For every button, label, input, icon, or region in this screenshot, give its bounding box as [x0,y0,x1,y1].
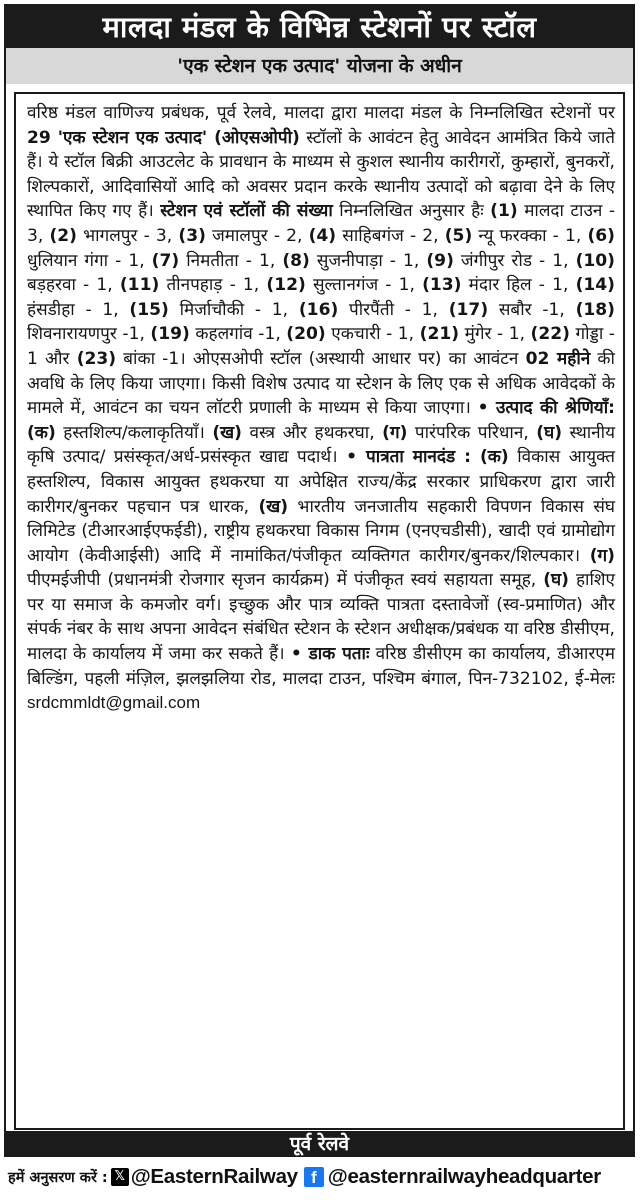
social-follow-bar [4,1158,635,1196]
contact-email[interactable]: srdcmmldt@gmail.com [27,693,201,713]
notice-subtitle: 'एक स्टेशन एक उत्पाद' योजना के अधीन [6,48,633,84]
notice-body-text: वरिष्ठ मंडल वाणिज्य प्रबंधक, पूर्व रेलवे, मालदा द्वारा मालदा मंडल के निम्नलिखित स्टेशनों पर 29 'एक स्टेशन एक उत्पाद' (ओएसओपी) स्टॉलों के आवंटन हेतु आवेदन आमंत्रित किये जाते हैं। ये स्टॉल बिक्री आउटलेट के प्रावधान के माध्यम से कुशल स्थानीय कारीगरों, कुम्हारों, बुनकरों, शिल्पकारों, आदिवासियों आदि को अवसर प्रदान करके स्थानीय उत्पादों को बढ़ावा देने के लिए स्थापित किए गए हैं। स्टेशन एवं स्टॉलों की संख्या निम्नलिखित अनुसार हैः (1) मालदा टाउन - 3, (2) भागलपुर - 3, (3) जमालपुर - 2, (4) साहिबगंज - 2, (5) न्यू फरक्का - 1, (6) धुलियान गंगा - 1, (7) निमतीता - 1, (8) सुजनीपाड़ा - 1, (9) जंगीपुर रोड - 1, (10) बड़हरवा - 1, (11) तीनपहाड़ - 1, (12) सुल्तानगंज - 1, (13) मंदार हिल - 1, (14) हंसडीहा - 1, (15) मिर्जाचौकी - 1, (16) पीरपैंती - 1, (17) सबौर -1, (18) शिवनारायणपुर -1, (19) कहलगांव -1, (20) एकचारी - 1, (21) मुंगेर - 1, (22) गोड्डा - 1 और (23) बांका -1। ओएसओपी स्टॉल (अस्थायी आधार पर) का आवंटन 02 महीने की अवधि के लिए किया जाएगा। किसी विशेष उत्पाद या स्टेशन के लिए एक से अधिक आवेदकों के मामले में, आवंटन का चयन लॉटरी प्रणाली के माध्यम से किया जाएगा। • उत्पाद की श्रेणियाँ: (क) हस्तशिल्प/कलाकृतियाँ। (ख) वस्त्र और हथकरघा, (ग) पारंपरिक परिधान, (घ) स्थानीय कृषि उत्पाद/ प्रसंस्कृत/अर्ध-प्रसंस्कृत खाद्य पदार्थ। • पात्रता मानदंड : (क) विकास आयुक्त हस्तशिल्प, विकास आयुक्त हथकरघा या अपेक्षित राज्य/केंद्र सरकार प्राधिकरण द्वारा जारी कारीगर/बुनकर पहचान पत्र धारक, (ख) भारतीय जनजातीय सहकारी विपणन विकास संघ लिमिटेड (टीआरआईएफईडी), राष्ट्रीय हथकरघा विकास निगम (एनएचडीसी), खादी एवं ग्रामोद्योग आयोग (केवीआईसी) आदि में नामांकित/पंजीकृत व्यक्तिगत कारीगर/बुनकर/शिल्पकार। (ग) पीएमईजीपी (प्रधानमंत्री रोजगार सृजन कार्यक्रम) में पंजीकृत स्वयं सहायता समूह, (घ) हाशिए पर या समाज के कमजोर वर्ग। इच्छुक और पात्र व्यक्ति पात्रता दस्तावेजों (स्व-प्रमाणित) और संपर्क नंबर के साथ अपना आवेदन संबंधित स्टेशन के स्टेशन अधीक्षक/प्रबंधक या वरिष्ठ डीसीएम, मालदा के कार्यालय में जमा कर सकते हैं। • डाक पताः वरिष्ठ डीसीएम का कार्यालय, डीआरएम बिल्डिंग, पहली मंज़िल, झलझलिया रोड, मालदा टाउन, पश्चिम बंगाल, पिन-732102, ई-मेलः srdcmmldt@gmail.com [27,103,616,713]
org-footer: पूर्व रेलवे [4,1131,635,1157]
x-handle[interactable]: @EasternRailway [130,1165,298,1188]
facebook-handle[interactable]: @easternrailwayheadquarter [327,1165,601,1188]
follow-label: हमें अनुसरण करें : [8,1170,108,1186]
x-logo-icon: 𝕏 [111,1168,129,1186]
notice-title: मालदा मंडल के विभिन्न स्टेशनों पर स्टॉल [6,6,633,48]
facebook-logo-icon: f [304,1167,324,1187]
notice-body-box [14,92,625,1130]
notice-frame [4,4,635,1154]
